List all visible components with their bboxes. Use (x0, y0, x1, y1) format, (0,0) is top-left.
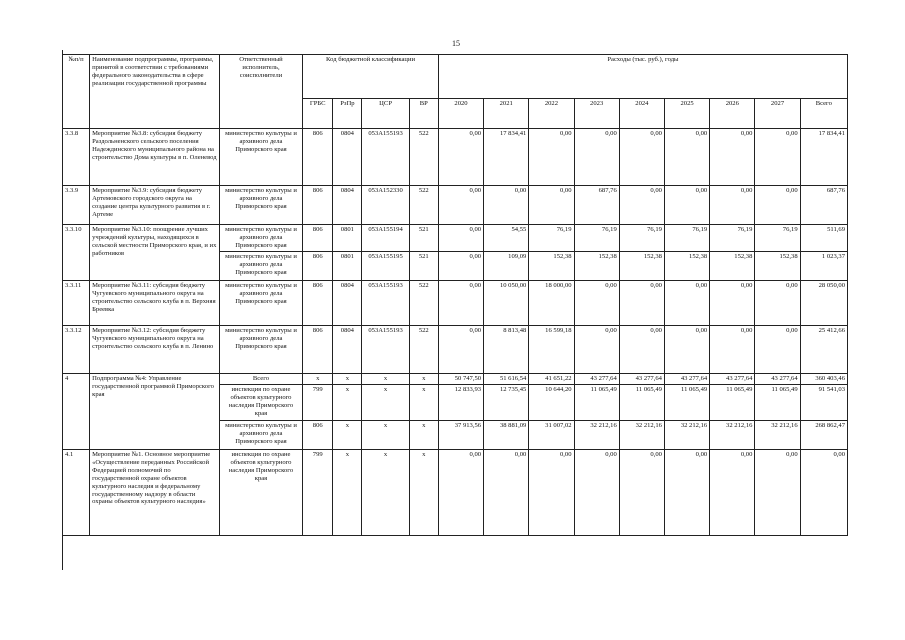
row-name: Мероприятие №3.11: субсидия бюджету Чугуевского муниципального округа на строительство сельского клуба в п. Верхняя Бреевка (90, 281, 220, 326)
cell-value: 0,00 (484, 450, 529, 536)
cell-value: 11 065,49 (755, 385, 800, 421)
cell-vr: x (409, 374, 438, 385)
header-grbs: ГРБС (303, 99, 333, 129)
cell-grbs: 806 (303, 281, 333, 326)
cell-value: 0,00 (529, 186, 574, 225)
cell-value: 32 212,16 (755, 421, 800, 450)
cell-rzpr: 0804 (333, 281, 362, 326)
cell-csr: 053A155193 (362, 281, 409, 326)
header-year: 2022 (529, 99, 574, 129)
cell-total: 687,76 (800, 186, 847, 225)
cell-value: 43 277,64 (710, 374, 755, 385)
header-year: 2025 (664, 99, 709, 129)
cell-value: 0,00 (619, 326, 664, 374)
cell-csr: 053A152330 (362, 186, 409, 225)
cell-value: 11 065,49 (664, 385, 709, 421)
cell-value: 0,00 (529, 129, 574, 186)
cell-value: 18 000,00 (529, 281, 574, 326)
row-name: Подпрограмма №4: Управление государственной программой Приморского края (90, 374, 220, 450)
row-name: Мероприятие №1. Основное мероприятие «Осуществление переданных Российской Федерацией полномочий по государственной охране объектов культурного наследия и федеральному государственному надзору в области охраны объектов культурного наследия» (90, 450, 220, 536)
cell-csr: x (362, 421, 409, 450)
cell-vr: 522 (409, 186, 438, 225)
cell-value: 76,19 (619, 225, 664, 252)
cell-csr: x (362, 374, 409, 385)
row-num: 3.3.9 (63, 186, 90, 225)
cell-value: 0,00 (438, 450, 483, 536)
row-num: 3.3.10 (63, 225, 90, 281)
cell-value: 0,00 (755, 450, 800, 536)
budget-table (62, 54, 848, 536)
cell-vr: x (409, 450, 438, 536)
table-row (63, 374, 848, 385)
cell-value: 152,38 (529, 252, 574, 281)
cell-value: 0,00 (484, 186, 529, 225)
cell-value: 0,00 (619, 186, 664, 225)
cell-grbs: 806 (303, 252, 333, 281)
cell-rzpr: 0804 (333, 326, 362, 374)
row-resp: министерство культуры и архивного дела Приморского края (219, 225, 302, 252)
cell-value: 38 881,09 (484, 421, 529, 450)
row-resp: министерство культуры и архивного дела Приморского края (219, 281, 302, 326)
cell-value: 0,00 (710, 450, 755, 536)
cell-value: 37 913,56 (438, 421, 483, 450)
cell-value: 0,00 (664, 450, 709, 536)
row-num: 3.3.11 (63, 281, 90, 326)
cell-grbs: 806 (303, 186, 333, 225)
header-num: №п/п (63, 55, 90, 129)
header-expenses: Расходы (тыс. руб.), годы (438, 55, 847, 99)
cell-value: 11 065,49 (574, 385, 619, 421)
cell-value: 8 813,48 (484, 326, 529, 374)
cell-value: 11 065,49 (710, 385, 755, 421)
cell-vr: 521 (409, 225, 438, 252)
cell-value: 0,00 (710, 281, 755, 326)
cell-total: 28 050,00 (800, 281, 847, 326)
cell-rzpr: x (333, 385, 362, 421)
cell-value: 152,38 (619, 252, 664, 281)
cell-value: 0,00 (664, 186, 709, 225)
header-csr: ЦСР (362, 99, 409, 129)
table-row (63, 186, 848, 225)
row-resp: Всего (219, 374, 302, 385)
row-num: 3.3.12 (63, 326, 90, 374)
table-row (63, 450, 848, 536)
cell-value: 12 735,45 (484, 385, 529, 421)
cell-value: 54,55 (484, 225, 529, 252)
cell-vr: 522 (409, 129, 438, 186)
cell-value: 0,00 (438, 252, 483, 281)
cell-value: 152,38 (710, 252, 755, 281)
cell-value: 0,00 (619, 450, 664, 536)
row-resp: министерство культуры и архивного дела Приморского края (219, 326, 302, 374)
header-rzpr: РзПр (333, 99, 362, 129)
header-total: Всего (800, 99, 847, 129)
cell-value: 0,00 (619, 281, 664, 326)
row-name: Мероприятие №3.8: субсидия бюджету Раздольненского сельского поселения Надеждинского муниципального района на строительство Дома культуры в п. Оленевод (90, 129, 220, 186)
cell-value: 76,19 (574, 225, 619, 252)
cell-grbs: 806 (303, 225, 333, 252)
cell-value: 0,00 (710, 326, 755, 374)
cell-vr: 521 (409, 252, 438, 281)
header-year: 2027 (755, 99, 800, 129)
cell-grbs: x (303, 374, 333, 385)
cell-value: 0,00 (619, 129, 664, 186)
cell-value: 32 212,16 (664, 421, 709, 450)
cell-csr: x (362, 450, 409, 536)
cell-value: 0,00 (755, 129, 800, 186)
cell-value: 41 651,22 (529, 374, 574, 385)
cell-vr: x (409, 421, 438, 450)
cell-rzpr: x (333, 421, 362, 450)
cell-value: 0,00 (438, 225, 483, 252)
cell-value: 0,00 (438, 281, 483, 326)
cell-value: 10 644,20 (529, 385, 574, 421)
cell-value: 0,00 (438, 186, 483, 225)
table-row (63, 129, 848, 186)
cell-value: 0,00 (438, 129, 483, 186)
cell-value: 76,19 (710, 225, 755, 252)
row-resp: министерство культуры и архивного дела Приморского края (219, 129, 302, 186)
cell-value: 76,19 (529, 225, 574, 252)
cell-total: 1 023,37 (800, 252, 847, 281)
cell-grbs: 806 (303, 421, 333, 450)
cell-value: 32 212,16 (710, 421, 755, 450)
cell-total: 25 412,66 (800, 326, 847, 374)
header-year: 2020 (438, 99, 483, 129)
cell-grbs: 806 (303, 129, 333, 186)
row-name: Мероприятие №3.10: поощрение лучших учреждений культуры, находящихся в сельской местности Приморского края, и их работников (90, 225, 220, 281)
cell-rzpr: x (333, 374, 362, 385)
cell-value: 0,00 (529, 450, 574, 536)
cell-csr: 053A155195 (362, 252, 409, 281)
cell-value: 152,38 (664, 252, 709, 281)
cell-value: 0,00 (574, 281, 619, 326)
cell-value: 0,00 (755, 186, 800, 225)
row-name: Мероприятие №3.12: субсидия бюджету Чугуевского муниципального округа на строительство сельского клуба в п. Ленино (90, 326, 220, 374)
cell-value: 12 833,93 (438, 385, 483, 421)
header-year: 2023 (574, 99, 619, 129)
cell-total: 17 834,41 (800, 129, 847, 186)
cell-total: 268 862,47 (800, 421, 847, 450)
cell-value: 16 599,18 (529, 326, 574, 374)
cell-grbs: 799 (303, 385, 333, 421)
cell-total: 91 541,03 (800, 385, 847, 421)
header-year: 2024 (619, 99, 664, 129)
cell-value: 10 050,00 (484, 281, 529, 326)
cell-total: 0,00 (800, 450, 847, 536)
cell-value: 32 212,16 (574, 421, 619, 450)
cell-value: 32 212,16 (619, 421, 664, 450)
cell-value: 11 065,49 (619, 385, 664, 421)
cell-value: 0,00 (710, 186, 755, 225)
row-resp: министерство культуры и архивного дела Приморского края (219, 421, 302, 450)
cell-rzpr: x (333, 450, 362, 536)
cell-value: 687,76 (574, 186, 619, 225)
header-kbk: Код бюджетной классификации (303, 55, 439, 99)
cell-value: 51 616,54 (484, 374, 529, 385)
cell-value: 17 834,41 (484, 129, 529, 186)
cell-value: 0,00 (710, 129, 755, 186)
cell-total: 511,69 (800, 225, 847, 252)
header-year: 2026 (710, 99, 755, 129)
cell-csr: 053A155193 (362, 326, 409, 374)
cell-rzpr: 0804 (333, 186, 362, 225)
row-name: Мероприятие №3.9: субсидия бюджету Артемовского городского округа на создание центра культурного развития в г. Артеме (90, 186, 220, 225)
row-num: 4 (63, 374, 90, 450)
row-num: 3.3.8 (63, 129, 90, 186)
cell-csr: x (362, 385, 409, 421)
row-resp: министерство культуры и архивного дела Приморского края (219, 252, 302, 281)
cell-value: 43 277,64 (619, 374, 664, 385)
cell-csr: 053A155194 (362, 225, 409, 252)
table-row (63, 281, 848, 326)
cell-value: 43 277,64 (574, 374, 619, 385)
cell-total: 360 403,46 (800, 374, 847, 385)
cell-value: 76,19 (755, 225, 800, 252)
header-vr: ВР (409, 99, 438, 129)
cell-value: 0,00 (755, 326, 800, 374)
cell-rzpr: 0801 (333, 252, 362, 281)
cell-vr: x (409, 385, 438, 421)
page-number: 15 (452, 39, 460, 48)
header-resp: Ответственный исполнитель, соисполнители (219, 55, 302, 129)
header-year: 2021 (484, 99, 529, 129)
row-resp: инспекция по охране объектов культурного наследия Приморского края (219, 450, 302, 536)
cell-value: 152,38 (755, 252, 800, 281)
cell-value: 0,00 (664, 281, 709, 326)
table-row (63, 225, 848, 252)
cell-rzpr: 0801 (333, 225, 362, 252)
cell-value: 0,00 (755, 281, 800, 326)
row-resp: министерство культуры и архивного дела Приморского края (219, 186, 302, 225)
cell-value: 76,19 (664, 225, 709, 252)
cell-value: 0,00 (574, 326, 619, 374)
cell-value: 0,00 (574, 129, 619, 186)
cell-value: 31 007,02 (529, 421, 574, 450)
cell-grbs: 806 (303, 326, 333, 374)
row-resp: инспекция по охране объектов культурного наследия Приморского края (219, 385, 302, 421)
cell-value: 0,00 (574, 450, 619, 536)
cell-csr: 053A155193 (362, 129, 409, 186)
header-name: Наименование подпрограммы, программы, принятой в соответствии с требованиями федерального законодательства в сфере реализации государственной программы (90, 55, 220, 129)
cell-vr: 522 (409, 326, 438, 374)
cell-vr: 522 (409, 281, 438, 326)
cell-value: 43 277,64 (664, 374, 709, 385)
table-row (63, 326, 848, 374)
cell-value: 109,09 (484, 252, 529, 281)
cell-value: 152,38 (574, 252, 619, 281)
row-num: 4.1 (63, 450, 90, 536)
cell-value: 0,00 (664, 326, 709, 374)
cell-value: 43 277,64 (755, 374, 800, 385)
cell-value: 50 747,50 (438, 374, 483, 385)
cell-value: 0,00 (664, 129, 709, 186)
cell-rzpr: 0804 (333, 129, 362, 186)
cell-value: 0,00 (438, 326, 483, 374)
cell-grbs: 799 (303, 450, 333, 536)
